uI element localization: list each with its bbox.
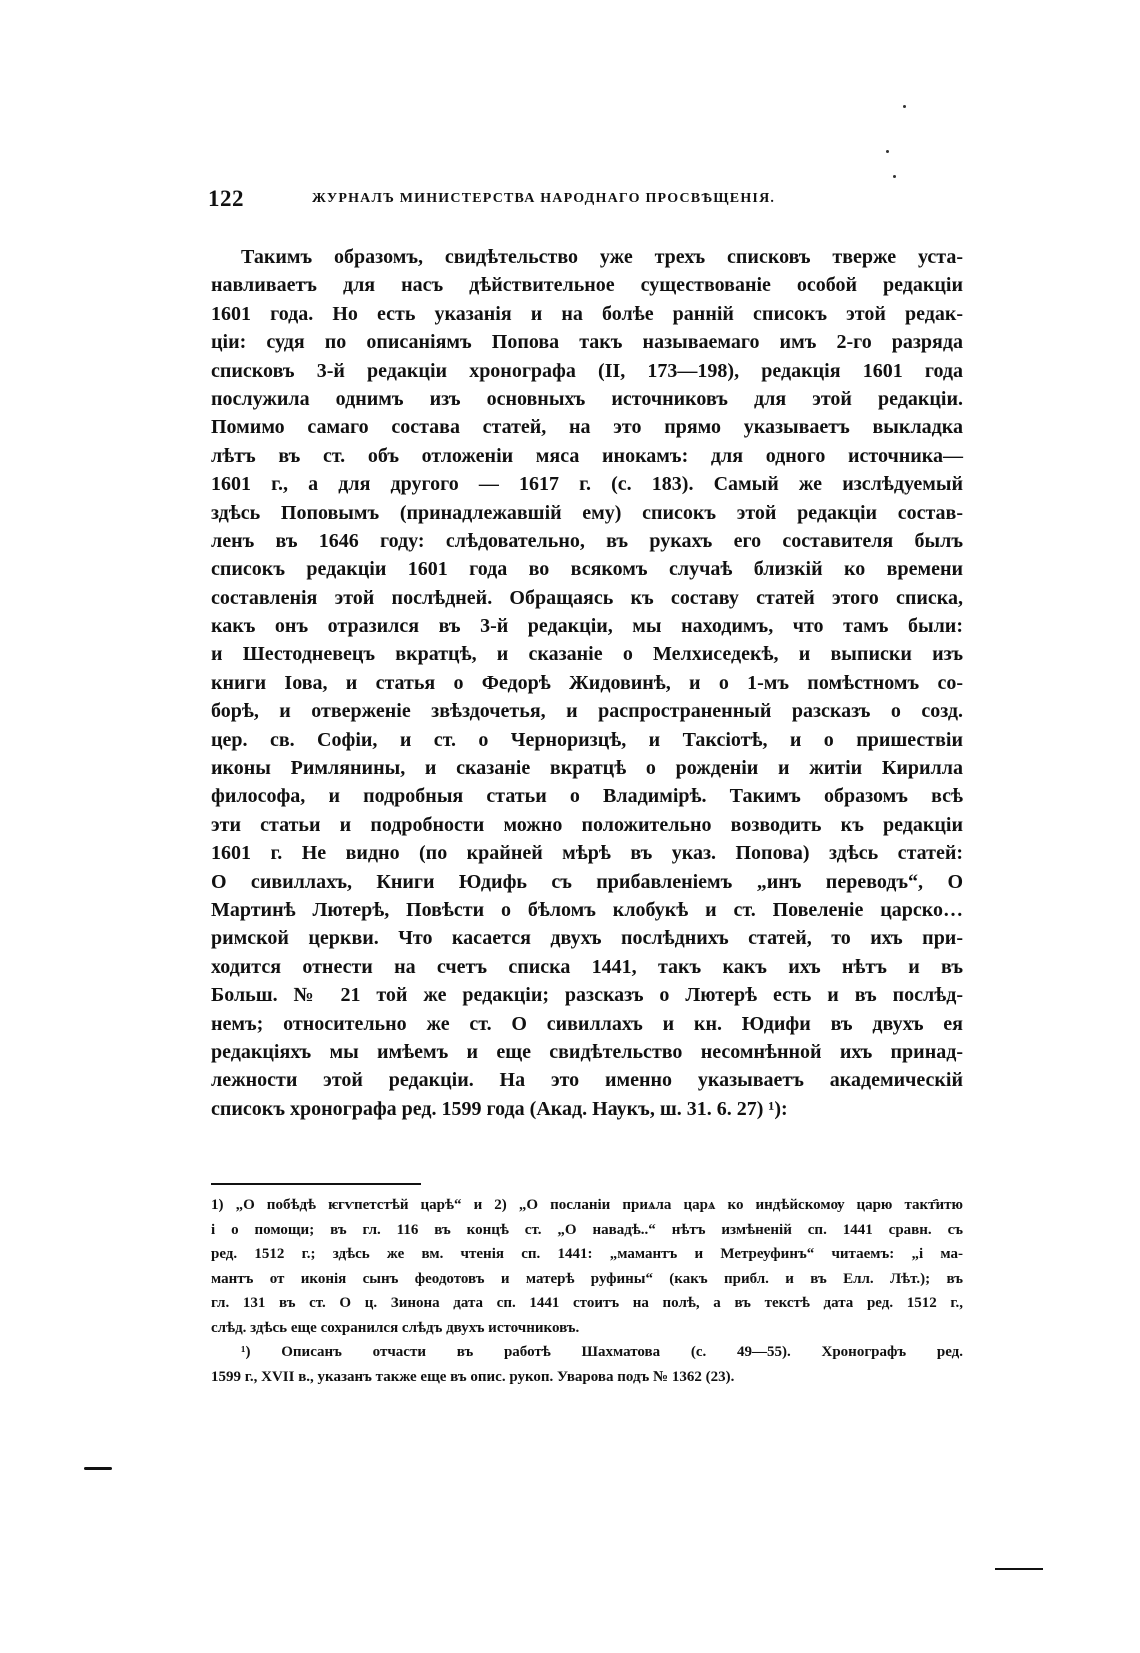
text-line: здѣсь Поповымъ (принадлежавшій ему) списокъ этой редакціи состав- [211, 501, 963, 524]
text-line: эти статьи и подробности можно положительно возводить къ редакціи [211, 813, 963, 836]
footnote-line: і о помощи; въ гл. 116 въ концѣ ст. „О навадѣ..“ нѣтъ измѣненій сп. 1441 сравн. съ [211, 1221, 963, 1238]
text-line: послужила однимъ изъ основныхъ источниковъ для этой редакціи. [211, 387, 963, 410]
scan-mark-left [84, 1467, 112, 1470]
scan-speck [893, 175, 896, 178]
scan-speck [886, 150, 889, 153]
page-number: 122 [208, 186, 244, 211]
footnote-line: ¹) Описанъ отчасти въ работѣ Шахматова (с. 49—55). Хронографъ ред. [241, 1344, 963, 1360]
text-line: списковъ 3-й редакціи хронографа (II, 173—198), редакція 1601 года [211, 359, 963, 382]
footnote-line: мантъ от иконія сынъ феодотовъ и матерѣ руфины“ (какъ прибл. и въ Елл. Лѣт.); въ [211, 1270, 963, 1287]
text-line: Мартинѣ Лютерѣ, Повѣсти о бѣломъ клобукѣ и ст. Повеленіе царско… [211, 898, 963, 921]
footnote-line: ред. 1512 г.; здѣсь же вм. чтенія сп. 1441: „мамантъ и Метреуфинъ“ читаемъ: „і ма- [211, 1246, 963, 1262]
footnote-line: 1) „О побѣдѣ ѥгѵпетстѣй царѣ“ и 2) „О посланіи приѧла царѧ ко индѣйскомѹ царю такт҄итю [211, 1197, 963, 1213]
text-line: списокъ редакціи 1601 года во всякомъ случаѣ близкій ко времени [211, 558, 963, 581]
text-line: цер. св. Софіи, и ст. о Черноризцѣ, и Таксіотѣ, и о пришествіи [211, 728, 963, 751]
scan-speck [903, 105, 906, 108]
footnote-line: гл. 131 въ ст. О ц. Зинона дата сп. 1441 стоитъ на полѣ, а въ текстѣ дата ред. 1512 г., [211, 1295, 963, 1311]
text-line: 1601 года. Но есть указанія и на болѣе раннiй списокъ этой редак- [211, 302, 963, 325]
text-line: римской церкви. Что касается двухъ послѣднихъ статей, то ихъ при- [211, 927, 963, 950]
text-line: списокъ хронографа ред. 1599 года (Акад. Наукъ, ш. 31. 6. 27) ¹): [211, 1097, 788, 1120]
scan-mark-right [995, 1568, 1043, 1570]
text-line: какъ онъ отразился въ 3-й редакціи, мы находимъ, что тамъ были: [211, 615, 963, 638]
text-line: 1601 г. Не видно (по крайней мѣрѣ въ указ. Попова) здѣсь статей: [211, 842, 963, 865]
page-header [208, 186, 943, 216]
text-line: книги Іова, и статья о Федорѣ Жидовинѣ, и о 1-мъ помѣстномъ со- [211, 671, 963, 694]
text-line: и Шестодневецъ вкратцѣ, и сказаніе о Мелхиседекѣ, и выписки изъ [211, 643, 963, 666]
text-line: философа, и подробныя статьи о Владимірѣ. Такимъ образомъ всѣ [211, 785, 963, 808]
text-line: ціи: судя по описаніямъ Попова такъ называемаго имъ 2-го разряда [211, 331, 963, 354]
text-line: иконы Римлянины, и сказаніе вкратцѣ о рожденіи и житіи Кирилла [211, 757, 963, 780]
text-line: немъ; относительно же ст. О сивиллахъ и кн. Юдифи въ двухъ ея [211, 1012, 963, 1035]
text-line: редакціяхъ мы имѣемъ и еще свидѣтельство несомнѣнной ихъ принад- [211, 1040, 963, 1063]
text-line: Больш. № 21 той же редакціи; разсказъ о Лютерѣ есть и въ послѣд- [211, 984, 963, 1007]
footnote-line: слѣд. здѣсь еще сохранился слѣдъ двухъ источниковъ. [211, 1319, 580, 1336]
text-line: борѣ, и отверженіе звѣздочетья, и распространенный разсказъ о созд. [211, 700, 963, 723]
footnote-line: 1599 г., XVII в., указанъ также еще въ опис. рукоп. Уварова подъ № 1362 (23). [211, 1368, 735, 1385]
text-line: навливаетъ для насъ дѣйствительное существованіе особой редакціи [211, 274, 963, 297]
footnote-divider [211, 1183, 421, 1185]
text-line: Такимъ образомъ, свидѣтельство уже трехъ списковъ тверже уста- [241, 246, 963, 268]
text-line: ленъ въ 1646 году: слѣдовательно, въ рукахъ его составителя былъ [211, 529, 963, 552]
text-line: составленія этой послѣдней. Обращаясь къ составу статей этого списка, [211, 586, 963, 609]
text-line: О сивиллахъ, Книги Юдифь съ прибавленіемъ „инъ переводъ“, О [211, 870, 963, 893]
footnotes [211, 1193, 963, 1389]
text-line: 1601 г., а для другого — 1617 г. (с. 183). Самый же изслѣдуемый [211, 473, 963, 496]
text-line: ходится отнести на счетъ списка 1441, такъ какъ ихъ нѣтъ и въ [211, 955, 963, 978]
text-line: лѣтъ въ ст. объ отложеніи мяса инокамъ: для одного источника— [211, 444, 963, 467]
running-title: ЖУРНАЛЪ МИНИСТЕРСТВА НАРОДНАГО ПРОСВѢЩЕНІЯ. [312, 191, 776, 206]
main-text [211, 243, 963, 1123]
text-line: лежности этой редакціи. На это именно указываетъ академическій [211, 1069, 963, 1092]
text-line: Помимо самаго состава статей, на это прямо указываетъ выкладка [211, 416, 963, 439]
